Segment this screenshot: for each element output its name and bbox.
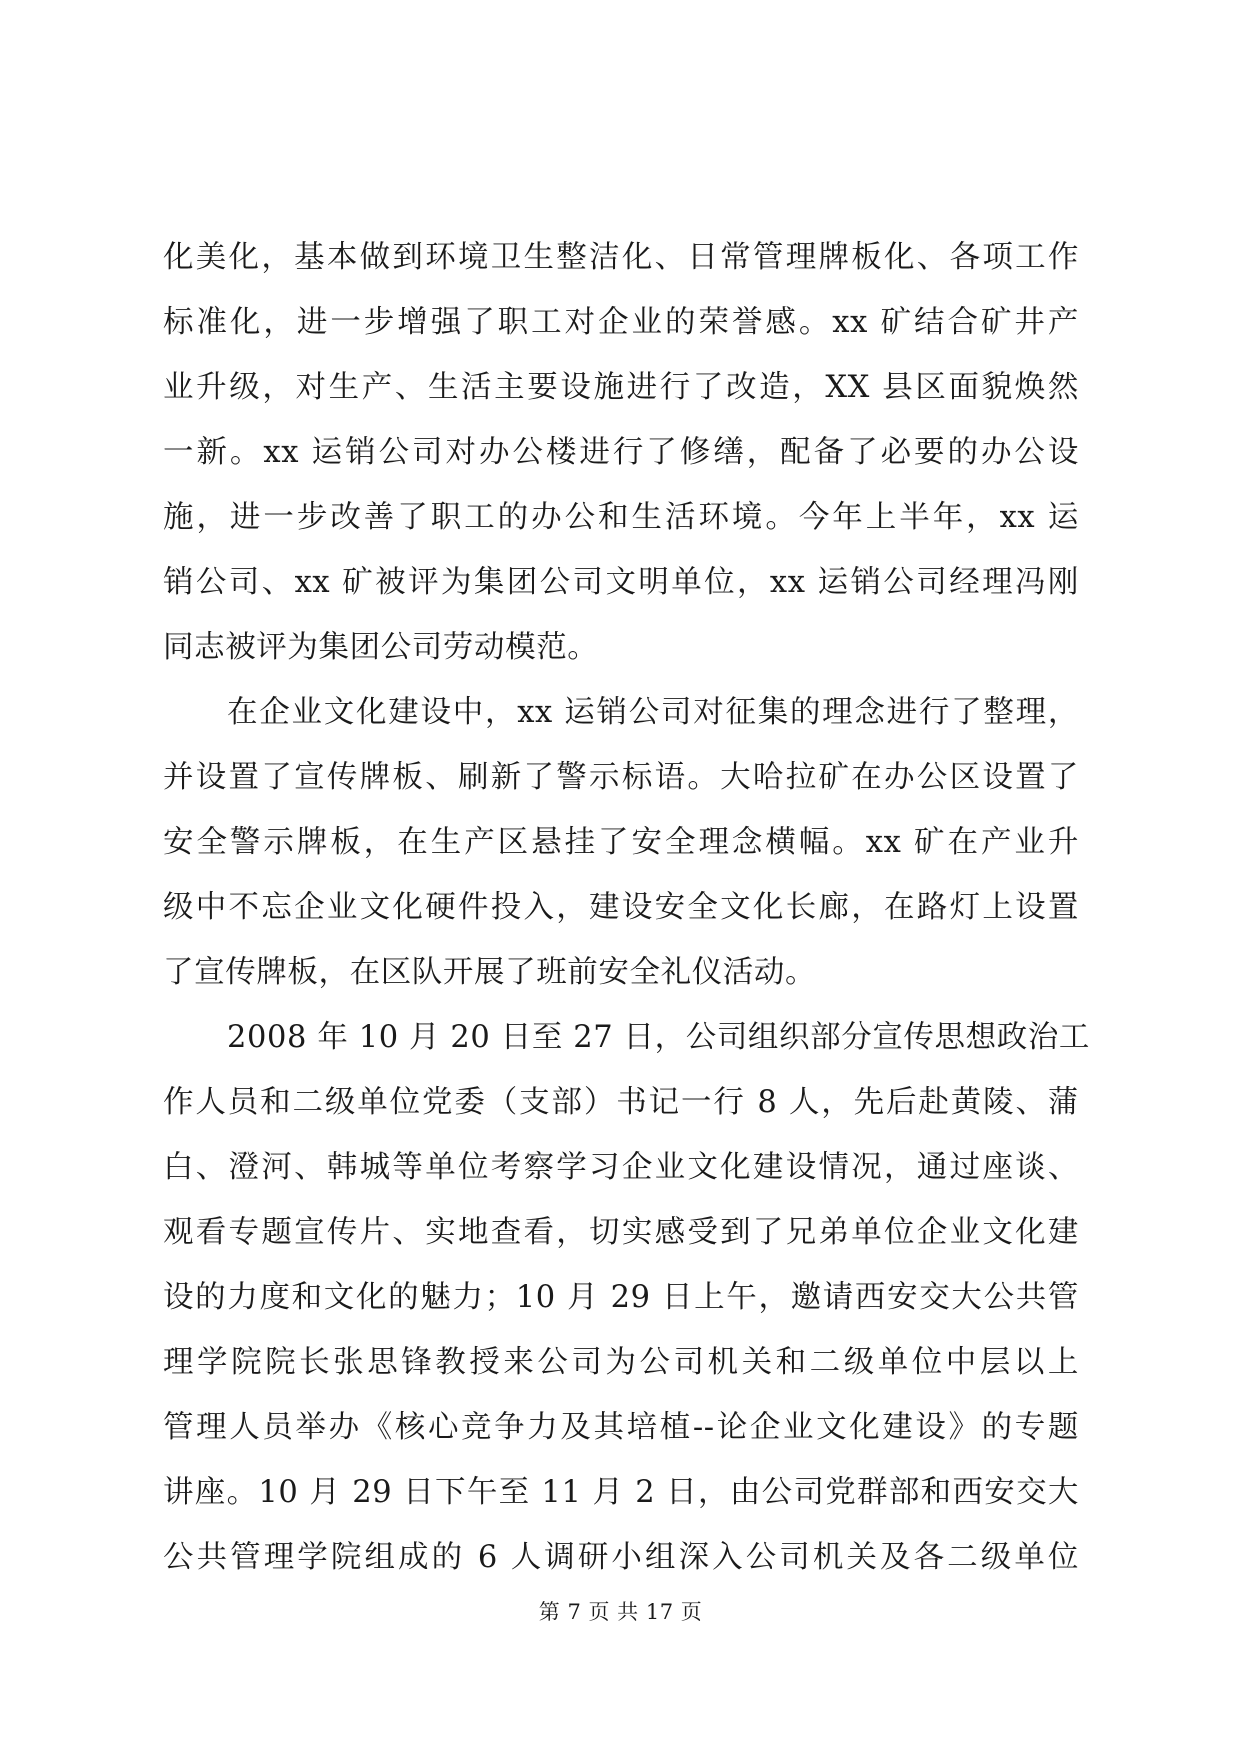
paragraph-start-line: 在企业文化建设中，xx 运销公司对征集的理念进行了整理， [227, 695, 1079, 730]
text-line: 销公司、xx 矿被评为集团公司文明单位，xx 运销公司经理冯刚 [163, 565, 1079, 600]
text-line: 安全警示牌板，在生产区悬挂了安全理念横幅。xx 矿在产业升 [163, 825, 1079, 860]
text-line: 业升级，对生产、生活主要设施进行了改造，XX 县区面貌焕然 [163, 370, 1079, 405]
text-line: 施，进一步改善了职工的办公和生活环境。今年上半年，xx 运 [163, 500, 1079, 535]
text-line: 级中不忘企业文化硬件投入，建设安全文化长廊，在路灯上设置 [163, 890, 1079, 925]
text-line: 化美化，基本做到环境卫生整洁化、日常管理牌板化、各项工作 [163, 240, 1079, 275]
text-line: 理学院院长张思锋教授来公司为公司机关和二级单位中层以上 [163, 1345, 1079, 1380]
text-line: 同志被评为集团公司劳动模范。 [163, 630, 599, 665]
text-line: 讲座。10 月 29 日下午至 11 月 2 日，由公司党群部和西安交大 [163, 1475, 1079, 1510]
text-line: 了宣传牌板，在区队开展了班前安全礼仪活动。 [163, 955, 817, 990]
text-line: 白、澄河、韩城等单位考察学习企业文化建设情况，通过座谈、 [163, 1150, 1079, 1185]
text-line: 作人员和二级单位党委（支部）书记一行 8 人，先后赴黄陵、蒲 [163, 1085, 1079, 1120]
paragraph-start-line: 2008 年 10 月 20 日至 27 日，公司组织部分宣传思想政治工 [227, 1020, 1091, 1055]
text-line: 公共管理学院组成的 6 人调研小组深入公司机关及各二级单位 [163, 1540, 1079, 1575]
text-line: 管理人员举办《核心竞争力及其培植--论企业文化建设》的专题 [163, 1410, 1079, 1445]
text-line: 并设置了宣传牌板、刷新了警示标语。大哈拉矿在办公区设置了 [163, 760, 1079, 795]
page-number-footer: 第 7 页 共 17 页 [538, 1600, 703, 1624]
text-line: 设的力度和文化的魅力；10 月 29 日上午，邀请西安交大公共管 [163, 1280, 1079, 1315]
document-body [163, 225, 1091, 1590]
text-line: 标准化，进一步增强了职工对企业的荣誉感。xx 矿结合矿井产 [163, 305, 1079, 340]
text-line: 观看专题宣传片、实地查看，切实感受到了兄弟单位企业文化建 [163, 1215, 1079, 1250]
text-line: 一新。xx 运销公司对办公楼进行了修缮，配备了必要的办公设 [163, 435, 1079, 470]
